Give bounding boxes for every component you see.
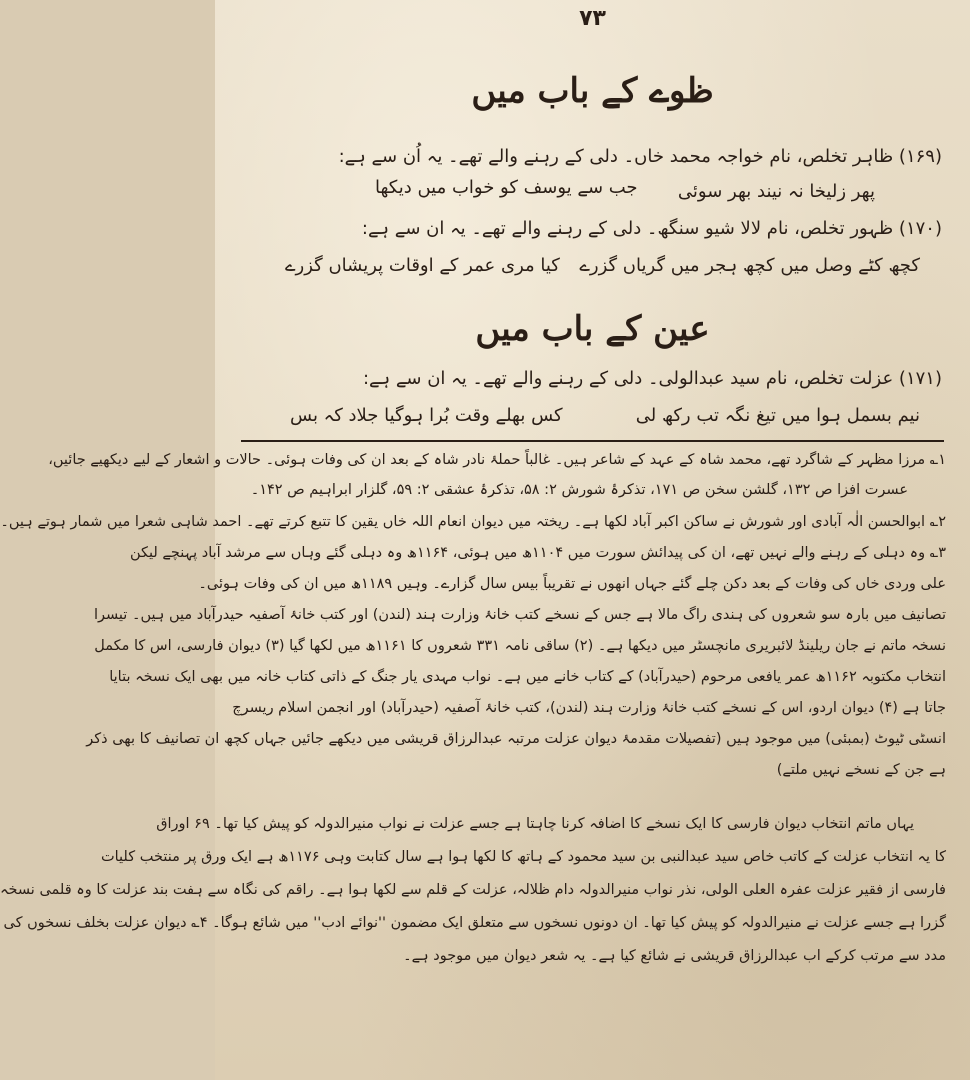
- footnote-3-para-2-line-2: کا یہ انتخاب عزلت کے کاتب خاص سید عبدالنبی بن سید محمود کے ہاتھ کا لکھا ہوا ہے سال کتابت وہی ۱۱۷۶ھ ہے ایک ورق پر منتخب کلیات: [100, 849, 946, 865]
- verse-170-second-hemistich: کیا مری عمر کے اوقات پریشاں گزرے: [285, 255, 560, 276]
- footnote-3-line-2: علی وردی خاں کی وفات کے بعد دکن چلے گئے جہاں انھوں نے تقریباً بیس سال گزارے۔ وہیں ۱۱۸۹ھ میں ان کی وفات ہوئی۔: [198, 576, 946, 592]
- entry-171: (۱۷۱) عزلت تخلص، نام سید عبدالولی۔ دلی کے رہنے والے تھے۔ یہ ان سے ہے:: [362, 368, 942, 389]
- footnote-3-para-2-line-3: فارسی از فقیر عزلت عفرہ العلی الولی، نذر نواب منیرالدولہ دام ظلالہ، عزلت کے قلم سے لکھا ہوا ہے۔ راقم کی نگاہ سے ہفت بند عزلت کا وہ قلمی نسخہ: [0, 882, 946, 898]
- entry-169: (۱۶۹) ظاہر تخلص، نام خواجہ محمد خاں۔ دلی کے رہنے والے تھے۔ یہ اُن سے ہے:: [338, 146, 942, 167]
- page-number: ۷۳: [579, 6, 606, 31]
- footnote-3-line-6: جاتا ہے (۴) دیوان اردو، اس کے نسخے کتب خانۂ وزارت ہند (لندن)، کتب خانۂ آصفیہ (حیدرآباد) اور انجمن اسلام ریسرچ: [232, 700, 946, 716]
- footnote-1-line-2: عسرت افزا ص ۱۳۲، گلشن سخن ص ۱۷۱، تذکرۂ شورش ۲: ۵۸، تذکرۂ عشقی ۲: ۵۹، گلزار ابراہیم ص ۱۴۲۔: [250, 482, 908, 498]
- verse-171-first-hemistich: نیم بسمل ہوا میں تیغ نگہ تب رکھ لی: [635, 405, 920, 426]
- section-heading-zoe: ظوے کے باب میں: [471, 71, 714, 111]
- footnote-3-line-4: نسخہ ماتم نے جان ریلینڈ لائبریری مانچسٹر میں دیکھا ہے۔ (۲) ساقی نامہ ۳۳۱ شعروں کا ۱۱۶۱ھ میں لکھا گیا (۳) دیوان فارسی، اس کا مکمل: [94, 638, 946, 654]
- footnote-3-line-1: ۳؎ وہ دہلی کے رہنے والے نہیں تھے، ان کی پیدائش سورت میں ۱۱۰۴ھ میں ہوئی، ۱۱۶۴ھ وہ دہلی گئے وہاں سے مرشد آباد پہنچے لیکن: [129, 545, 946, 561]
- verse-169-first-hemistich: پھر زلیخا نہ نیند بھر سوئی: [677, 181, 875, 202]
- footnote-divider: [241, 440, 944, 442]
- footnote-1-line-1: ۱؎ مرزا مظہر کے شاگرد تھے، محمد شاہ کے عہد کے شاعر ہیں۔ غالباً حملۂ نادر شاہ کے بعد ان کی وفات ہوئی۔ حالات و اشعار کے لیے دیکھیے جائیں،: [48, 452, 946, 468]
- footnote-3-line-3: تصانیف میں بارہ سو شعروں کی ہندی راگ مالا ہے جس کے نسخے کتب خانۂ وزارت ہند (لندن) اور کتب خانۂ آصفیہ حیدرآباد میں ہیں۔ تیسرا: [93, 607, 946, 623]
- verse-170-first-hemistich: کچھ کٹے وصل میں کچھ ہجر میں گریاں گزرے: [579, 255, 920, 276]
- footnote-3-line-7: انسٹی ٹیوٹ (بمبئی) میں موجود ہیں (تفصیلات مقدمۂ دیوان عزلت مرتبہ عبدالرزاق قریشی میں دیکھے جائیں جہاں کچھ ان تصانیف کا بھی ذکر: [86, 731, 946, 747]
- footnote-3-para-2-line-5: مدد سے مرتب کرکے اب عبدالرزاق قریشی نے شائع کیا ہے۔ یہ شعر دیوان میں موجود ہے۔: [403, 948, 946, 964]
- footnote-3-line-5: انتخاب مکتوبہ ۱۱۶۲ھ عمر یافعی مرحوم (حیدرآباد) کے کتاب خانے میں ہے۔ نواب مہدی یار جنگ کے ذاتی کتاب خانہ میں بھی ایک نسخہ بتایا: [109, 669, 946, 685]
- entry-170: (۱۷۰) ظہور تخلص، نام لالا شیو سنگھ۔ دلی کے رہنے والے تھے۔ یہ ان سے ہے:: [361, 218, 942, 239]
- footnote-3-line-8: ہے جن کے نسخے نہیں ملتے): [776, 762, 946, 778]
- footnote-3-para-2-line-4: گزرا ہے جسے عزلت نے منیرالدولہ کو پیش کیا تھا۔ ان دونوں نسخوں سے متعلق ایک مضمون ''نوائے ادب'' میں شائع ہوگا۔ ۴؎ دیوان عزلت بخلف نسخوں کی: [3, 915, 946, 931]
- section-heading-ain: عین کے باب میں: [475, 309, 710, 349]
- footnote-3-para-2-line-1: یہاں ماتم انتخاب دیوان فارسی کا ایک نسخے کا اضافہ کرنا چاہتا ہے جسے عزلت نے نواب منیرالدولہ کو پیش کیا تھا۔ ۶۹ اوراق: [156, 816, 914, 832]
- verse-169-second-hemistich: جب سے یوسف کو خواب میں دیکھا: [375, 177, 638, 198]
- footnote-2: ۲؎ ابوالحسن الٰہ آبادی اور شورش نے ساکن اکبر آباد لکھا ہے۔ ریختہ میں دیوان انعام اللہ خاں یقین کا تتبع کرتے تھے۔ احمد شاہی شعرا میں شمار ہوتے ہیں۔: [0, 514, 946, 530]
- verse-171-second-hemistich: کس بھلے وقت بُرا ہوگیا جلاد کہ بس: [290, 405, 563, 426]
